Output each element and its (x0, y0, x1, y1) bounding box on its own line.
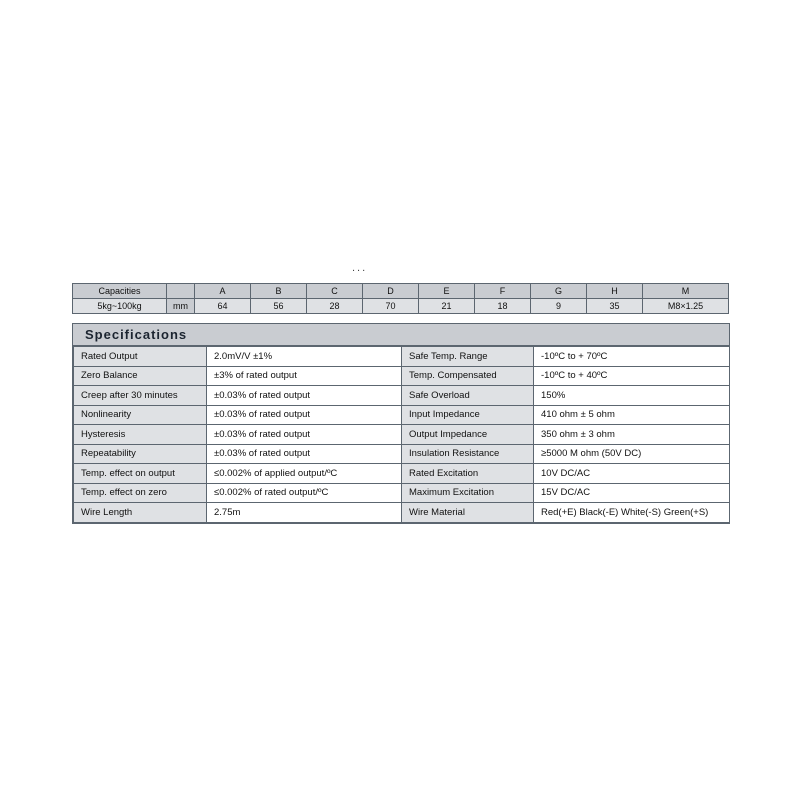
spec-value: ±0.03% of rated output (207, 444, 402, 464)
dim-header-d: D (363, 284, 419, 299)
table-row (74, 503, 730, 523)
dim-header-b: B (251, 284, 307, 299)
spec-label: Temp. effect on output (74, 464, 207, 484)
dim-header-capacities: Capacities (73, 284, 167, 299)
table-row (74, 366, 730, 386)
dim-value-unit: mm (167, 299, 195, 314)
dim-header-h: H (587, 284, 643, 299)
spec-label: Zero Balance (74, 366, 207, 386)
spec-value: ±0.03% of rated output (207, 386, 402, 406)
spec-label: Nonlinearity (74, 405, 207, 425)
spec-label: Temp. Compensated (402, 366, 534, 386)
table-row (74, 444, 730, 464)
spec-label: Repeatability (74, 444, 207, 464)
spec-label: Input Impedance (402, 405, 534, 425)
dim-value-h: 35 (587, 299, 643, 314)
spec-label: Safe Overload (402, 386, 534, 406)
table-row (74, 425, 730, 445)
spec-label: Temp. effect on zero (74, 483, 207, 503)
dim-value-d: 70 (363, 299, 419, 314)
spec-label: Rated Output (74, 347, 207, 367)
spec-value: Red(+E) Black(-E) White(-S) Green(+S) (534, 503, 730, 523)
spec-label: Rated Excitation (402, 464, 534, 484)
spec-label: Wire Length (74, 503, 207, 523)
table-row (74, 347, 730, 367)
spec-label: Hysteresis (74, 425, 207, 445)
spec-value: -10ºC to + 40ºC (534, 366, 730, 386)
table-row (73, 299, 729, 314)
spec-label: Creep after 30 minutes (74, 386, 207, 406)
spec-value: 350 ohm ± 3 ohm (534, 425, 730, 445)
specifications-panel (72, 323, 730, 524)
spec-value: ≤0.002% of rated output/ºC (207, 483, 402, 503)
spec-label: Maximum Excitation (402, 483, 534, 503)
spec-value: 410 ohm ± 5 ohm (534, 405, 730, 425)
dim-header-f: F (475, 284, 531, 299)
spec-label: Output Impedance (402, 425, 534, 445)
spec-label: Wire Material (402, 503, 534, 523)
dim-header-g: G (531, 284, 587, 299)
dim-value-a: 64 (195, 299, 251, 314)
dim-value-m: M8×1.25 (643, 299, 729, 314)
table-row-header (73, 284, 729, 299)
spec-label: Insulation Resistance (402, 444, 534, 464)
dim-header-c: C (307, 284, 363, 299)
dimensions-table-wrapper (72, 283, 728, 314)
table-row (74, 405, 730, 425)
dim-value-f: 18 (475, 299, 531, 314)
spec-value: ±0.03% of rated output (207, 425, 402, 445)
dim-value-g: 9 (531, 299, 587, 314)
spec-value: ≤0.002% of applied output/ºC (207, 464, 402, 484)
spec-label: Safe Temp. Range (402, 347, 534, 367)
spec-value: ±0.03% of rated output (207, 405, 402, 425)
table-row (74, 464, 730, 484)
spec-value: 2.75m (207, 503, 402, 523)
ellipsis-decoration: ... (352, 262, 368, 274)
dim-value-b: 56 (251, 299, 307, 314)
spec-value: 10V DC/AC (534, 464, 730, 484)
spec-value: 150% (534, 386, 730, 406)
dim-header-a: A (195, 284, 251, 299)
dim-header-e: E (419, 284, 475, 299)
dim-header-blank (167, 284, 195, 299)
spec-value: 2.0mV/V ±1% (207, 347, 402, 367)
dim-value-e: 21 (419, 299, 475, 314)
specifications-title: Specifications (73, 324, 729, 346)
spec-value: ≥5000 M ohm (50V DC) (534, 444, 730, 464)
spec-value: ±3% of rated output (207, 366, 402, 386)
dimensions-table (72, 283, 729, 314)
dim-value-capacities: 5kg~100kg (73, 299, 167, 314)
spec-value: -10ºC to + 70ºC (534, 347, 730, 367)
dim-header-m: M (643, 284, 729, 299)
spec-value: 15V DC/AC (534, 483, 730, 503)
specifications-table (73, 346, 730, 523)
table-row (74, 483, 730, 503)
table-row (74, 386, 730, 406)
dim-value-c: 28 (307, 299, 363, 314)
